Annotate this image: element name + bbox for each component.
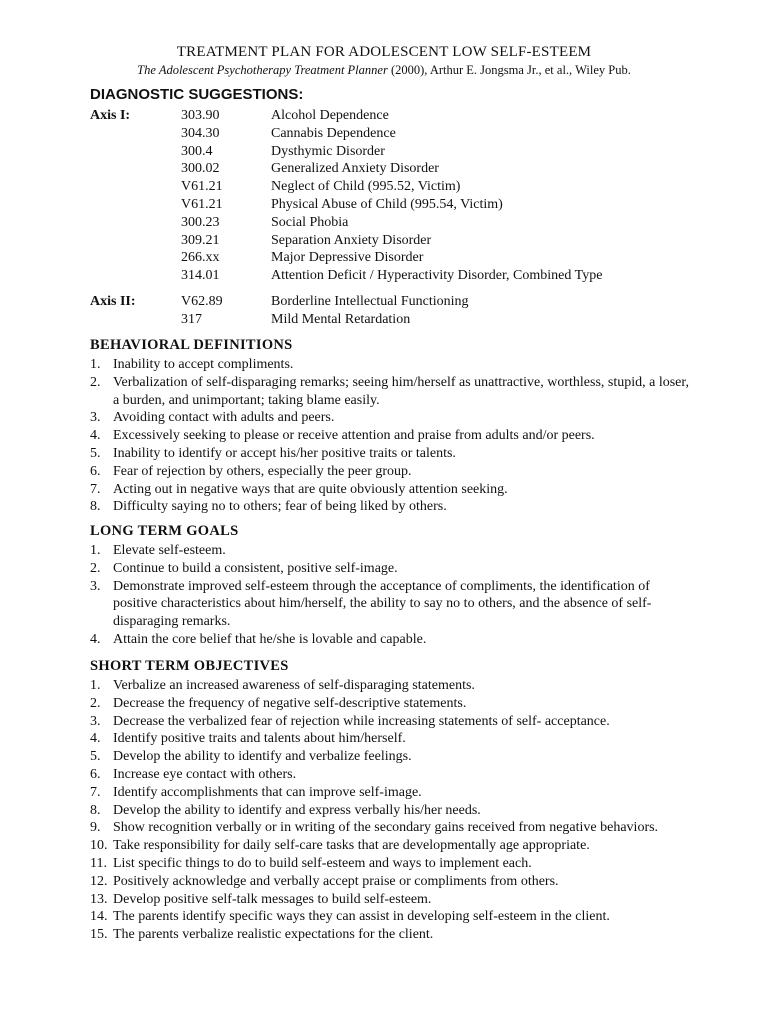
diagnosis-code: 309.21 bbox=[181, 232, 220, 248]
item-text: Decrease the frequency of negative self-descriptive statements. bbox=[113, 695, 467, 711]
behavioral-heading: BEHAVIORAL DEFINITIONS bbox=[90, 337, 293, 353]
diagnostic-heading: DIAGNOSTIC SUGGESTIONS: bbox=[90, 86, 304, 103]
behavioral-list bbox=[90, 356, 690, 516]
item-text: Develop the ability to identify and express verbally his/her needs. bbox=[113, 802, 481, 818]
long-term-heading: LONG TERM GOALS bbox=[90, 523, 239, 539]
citation-details: (2000), Arthur E. Jongsma Jr., et al., Wiley Pub. bbox=[387, 63, 631, 77]
diagnosis-description: Cannabis Dependence bbox=[271, 125, 396, 141]
list-item bbox=[90, 713, 690, 731]
item-text: Attain the core belief that he/she is lovable and capable. bbox=[113, 631, 427, 647]
list-item bbox=[90, 445, 690, 463]
diagnosis-code: 304.30 bbox=[181, 125, 220, 141]
item-number: 14. bbox=[90, 909, 108, 925]
list-item bbox=[90, 784, 690, 802]
axis-label: Axis I: bbox=[90, 108, 131, 123]
axis-label: Axis II: bbox=[90, 294, 136, 309]
item-number: 4. bbox=[90, 731, 101, 747]
item-number: 2. bbox=[90, 695, 101, 711]
diagnosis-code: 300.02 bbox=[181, 161, 220, 177]
item-number: 13. bbox=[90, 891, 108, 907]
item-number: 12. bbox=[90, 873, 108, 889]
list-item bbox=[90, 730, 690, 748]
list-item bbox=[90, 374, 690, 410]
item-number: 5. bbox=[90, 749, 101, 765]
diagnosis-description: Alcohol Dependence bbox=[271, 108, 389, 123]
list-item bbox=[90, 498, 690, 516]
item-text: Excessively seeking to please or receive attention and praise from adults and/or peers. bbox=[113, 428, 595, 444]
item-number: 7. bbox=[90, 481, 101, 497]
item-text: Develop positive self-talk messages to build self-esteem. bbox=[113, 891, 432, 907]
page-subtitle bbox=[0, 63, 768, 78]
diagnosis-code: 300.4 bbox=[181, 143, 213, 159]
item-number: 7. bbox=[90, 784, 101, 800]
list-item bbox=[90, 873, 690, 891]
item-number: 3. bbox=[90, 578, 101, 594]
list-item bbox=[90, 748, 690, 766]
book-title: The Adolescent Psychotherapy Treatment Planner bbox=[137, 63, 388, 77]
list-item bbox=[90, 560, 690, 578]
item-text: Verbalize an increased awareness of self-disparaging statements. bbox=[113, 678, 475, 693]
item-number: 8. bbox=[90, 499, 101, 515]
list-item bbox=[90, 542, 690, 560]
item-text: Show recognition verbally or in writing of the secondary gains received from negative behaviors. bbox=[113, 820, 659, 836]
item-number: 1. bbox=[90, 543, 101, 558]
item-text: Identify positive traits and talents about him/herself. bbox=[113, 731, 406, 747]
item-text: Continue to build a consistent, positive self-image. bbox=[113, 560, 398, 576]
item-text: Verbalization of self-disparaging remarks; seeing him/herself as unattractive, worthless, stupid, a loser, a burden, and unimportant; taking blame easily. bbox=[113, 374, 689, 408]
list-item bbox=[90, 409, 690, 427]
item-number: 4. bbox=[90, 428, 101, 444]
diagnosis-code: 317 bbox=[181, 311, 202, 327]
item-text: Difficulty saying no to others; fear of being liked by others. bbox=[113, 499, 447, 515]
item-text: Inability to accept compliments. bbox=[113, 357, 294, 372]
item-text: Demonstrate improved self-esteem through the acceptance of compliments, the identification of positive characteristics about him/herself, the ability to say no to others, and the absence of self-disparaging remarks. bbox=[113, 578, 652, 630]
diagnosis-code: 266.xx bbox=[181, 250, 220, 266]
list-item bbox=[90, 802, 690, 820]
item-number: 1. bbox=[90, 357, 101, 372]
item-text: Decrease the verbalized fear of rejection while increasing statements of self- acceptance. bbox=[113, 713, 610, 729]
list-item bbox=[90, 578, 690, 631]
diagnosis-description: Attention Deficit / Hyperactivity Disorder, Combined Type bbox=[271, 268, 603, 284]
list-item bbox=[90, 677, 690, 695]
short-term-list bbox=[90, 677, 690, 944]
item-text: Acting out in negative ways that are quite obviously attention seeking. bbox=[113, 481, 508, 497]
diagnosis-code: 303.90 bbox=[181, 108, 220, 123]
short-term-heading: SHORT TERM OBJECTIVES bbox=[90, 658, 289, 674]
diagnosis-code: 300.23 bbox=[181, 214, 220, 230]
list-item bbox=[90, 855, 690, 873]
diagnosis-description: Borderline Intellectual Functioning bbox=[271, 294, 469, 309]
item-number: 6. bbox=[90, 463, 101, 479]
item-number: 11. bbox=[90, 855, 107, 871]
diagnosis-description: Mild Mental Retardation bbox=[271, 311, 411, 327]
diagnosis-description: Physical Abuse of Child (995.54, Victim) bbox=[271, 196, 503, 212]
item-number: 1. bbox=[90, 678, 101, 693]
item-text: Identify accomplishments that can improve self-image. bbox=[113, 784, 422, 800]
diagnosis-description: Separation Anxiety Disorder bbox=[271, 232, 432, 248]
list-item bbox=[90, 908, 690, 926]
item-text: Take responsibility for daily self-care tasks that are developmentally age appropriate. bbox=[113, 838, 590, 854]
item-number: 6. bbox=[90, 766, 101, 782]
item-number: 8. bbox=[90, 802, 101, 818]
diagnosis-code: V61.21 bbox=[181, 179, 223, 195]
item-text: Fear of rejection by others, especially the peer group. bbox=[113, 463, 412, 479]
list-item bbox=[90, 356, 690, 374]
item-number: 15. bbox=[90, 927, 108, 943]
page-title: TREATMENT PLAN FOR ADOLESCENT LOW SELF-ESTEEM bbox=[176, 44, 592, 60]
diagnosis-description: Social Phobia bbox=[271, 214, 349, 230]
item-number: 5. bbox=[90, 445, 101, 461]
long-term-list bbox=[90, 542, 690, 649]
item-text: Positively acknowledge and verbally accept praise or compliments from others. bbox=[113, 873, 559, 889]
diagnosis-code: V62.89 bbox=[181, 294, 223, 309]
item-text: Increase eye contact with others. bbox=[113, 766, 297, 782]
item-text: The parents identify specific ways they can assist in developing self-esteem in the client. bbox=[113, 909, 610, 925]
item-text: List specific things to do to build self-esteem and ways to implement each. bbox=[113, 855, 532, 871]
diagnosis-code: 314.01 bbox=[181, 268, 220, 284]
list-item bbox=[90, 631, 690, 649]
diagnosis-description: Major Depressive Disorder bbox=[271, 250, 424, 266]
list-item bbox=[90, 766, 690, 784]
item-number: 2. bbox=[90, 560, 101, 576]
item-number: 3. bbox=[90, 410, 101, 426]
diagnosis-description: Generalized Anxiety Disorder bbox=[271, 161, 439, 177]
item-text: The parents verbalize realistic expectations for the client. bbox=[113, 927, 434, 943]
diagnosis-code: V61.21 bbox=[181, 196, 223, 212]
item-number: 3. bbox=[90, 713, 101, 729]
list-item bbox=[90, 427, 690, 445]
item-text: Avoiding contact with adults and peers. bbox=[113, 410, 335, 426]
list-item bbox=[90, 819, 690, 837]
item-text: Inability to identify or accept his/her positive traits or talents. bbox=[113, 445, 456, 461]
list-item bbox=[90, 837, 690, 855]
diagnosis-description: Dysthymic Disorder bbox=[271, 143, 385, 159]
item-number: 9. bbox=[90, 820, 101, 836]
item-number: 10. bbox=[90, 838, 108, 854]
diagnosis-description: Neglect of Child (995.52, Victim) bbox=[271, 179, 461, 195]
list-item bbox=[90, 481, 690, 499]
item-number: 4. bbox=[90, 631, 101, 647]
list-item bbox=[90, 926, 690, 944]
item-text: Develop the ability to identify and verbalize feelings. bbox=[113, 749, 412, 765]
item-text: Elevate self-esteem. bbox=[113, 543, 226, 558]
item-number: 2. bbox=[90, 374, 101, 390]
list-item bbox=[90, 891, 690, 909]
list-item bbox=[90, 695, 690, 713]
list-item bbox=[90, 463, 690, 481]
